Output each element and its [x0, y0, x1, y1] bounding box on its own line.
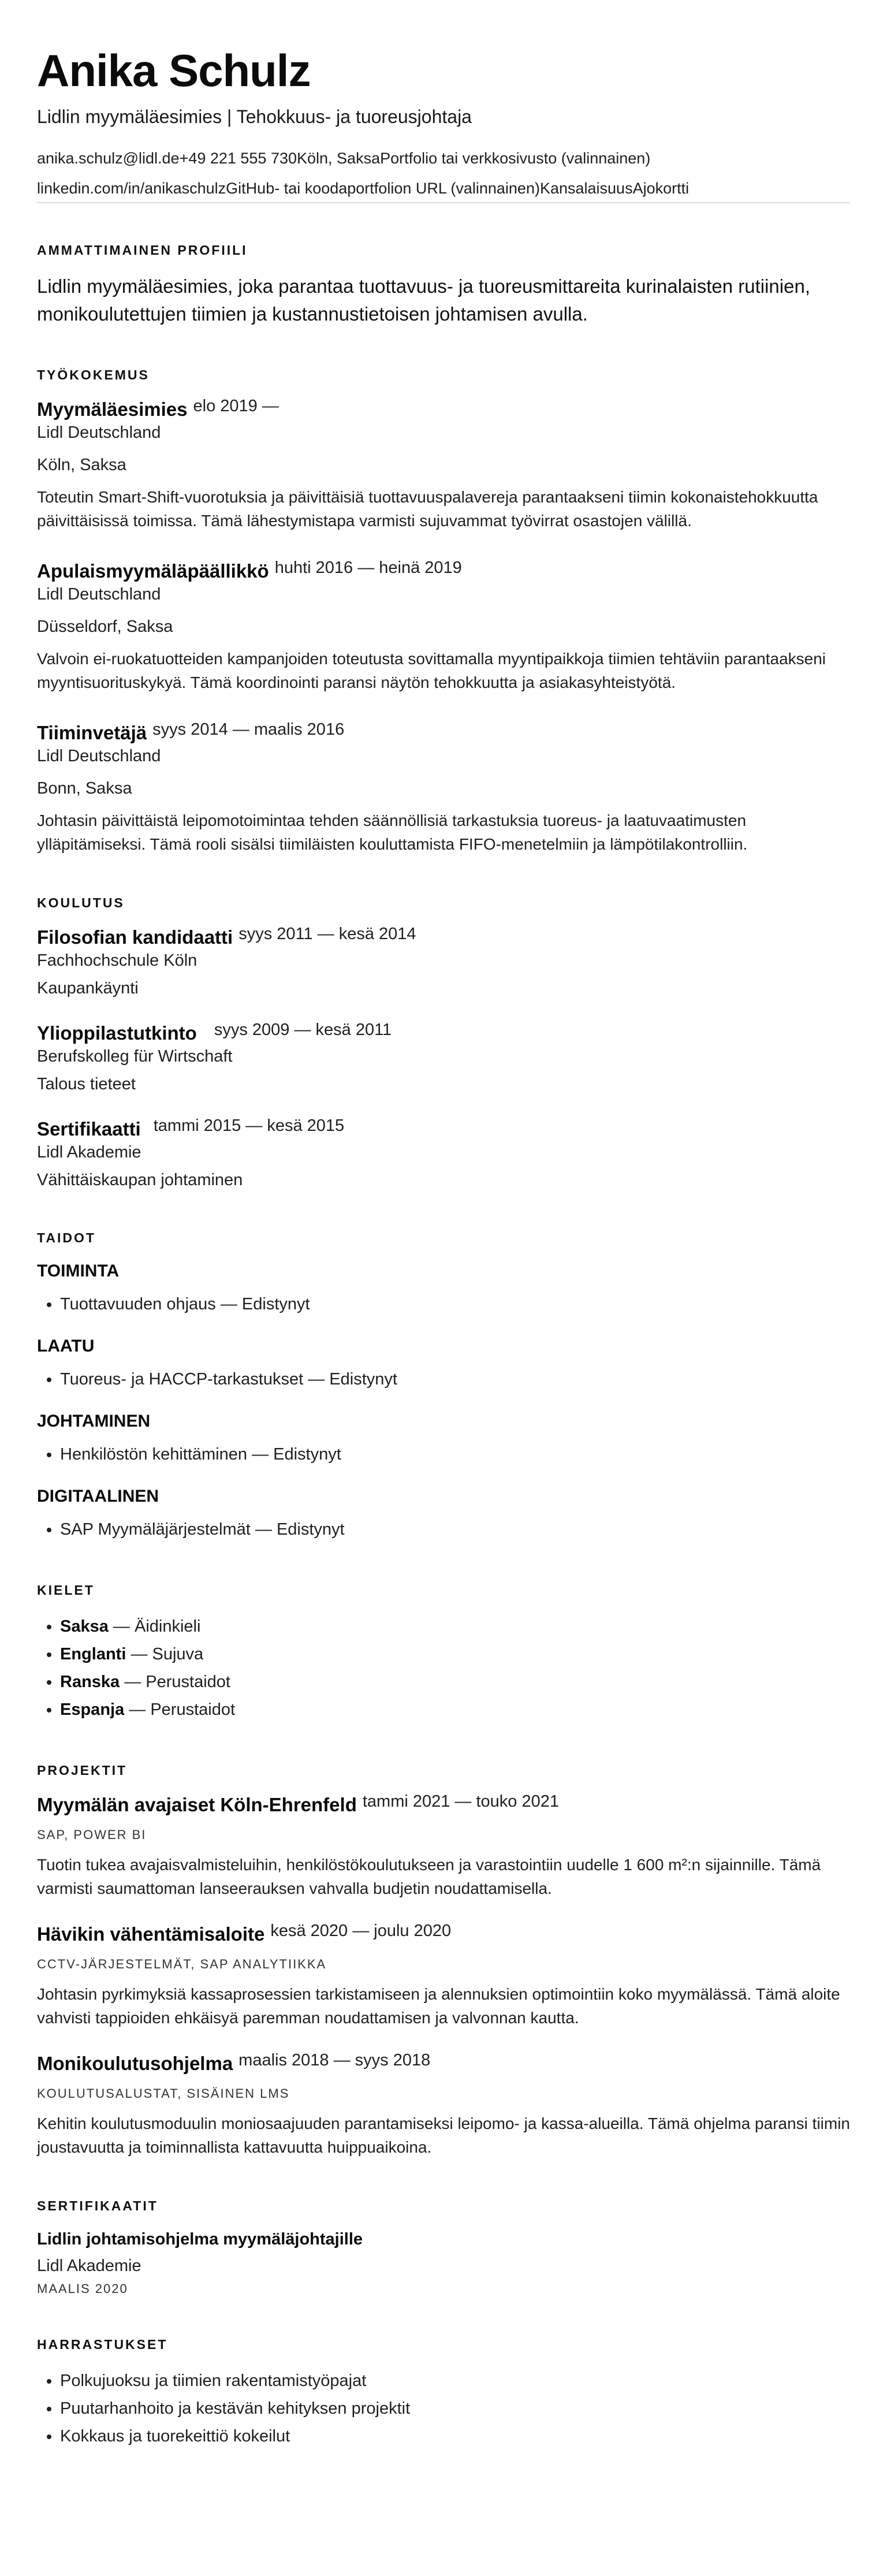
education-section [37, 894, 850, 1191]
degree-title: Sertifikaatti [37, 1118, 141, 1140]
profile-section [37, 241, 850, 328]
entry-heading [37, 721, 850, 745]
education-entry [37, 1117, 850, 1191]
hobby-item: • Kokkaus ja tuorekeittiö kokeilut [60, 2422, 850, 2450]
entry-heading [37, 397, 850, 422]
study-field: Vähittäiskaupan johtaminen [37, 1171, 243, 1189]
job-description: Johtasin päivittäistä leipomotoimintaa tehden säännöllisiä tarkastuksia tuoreus- ja laatuvaatimusten ylläpitämiseksi. Tämä rooli sisälsi tiimiläisten kouluttamista FIFO-menetelmiin ja lämpötilakontrolliin. [37, 811, 748, 853]
section-title: SERTIFIKAATIT [37, 2198, 158, 2213]
job-dates: huhti 2016 — heinä 2019 [274, 559, 462, 577]
contact-line-primary [37, 147, 850, 170]
contact-github[interactable]: GitHub- tai koodaportfolion URL (valinnainen) [226, 180, 540, 197]
experience-entry [37, 721, 850, 856]
project-name: Myymälän avajaiset Köln-Ehrenfeld [37, 1794, 357, 1815]
hobby-item: • Polkujuoksu ja tiimien rakentamistyöpajat [60, 2367, 850, 2395]
skill-item: • Tuottavuuden ohjaus — Edistynyt [60, 1290, 850, 1318]
education-entry [37, 1021, 850, 1095]
project-entry [37, 1793, 850, 1900]
skill-category: DIGITAALINEN [37, 1487, 159, 1506]
contact-linkedin[interactable]: linkedin.com/in/anikaschulz [37, 180, 226, 197]
language-item [60, 1613, 850, 1640]
study-field: Talous tieteet [37, 1075, 136, 1093]
contact-license: Ajokortti [632, 180, 690, 197]
degree-title: Filosofian kandidaatti [37, 926, 233, 948]
entry-heading [37, 1922, 850, 1946]
language-name: Ranska [60, 1673, 120, 1691]
contact-nationality: Kansalaisuus [539, 180, 633, 197]
experience-entry [37, 397, 850, 533]
job-dates: syys 2014 — maalis 2016 [152, 720, 345, 739]
job-location: Bonn, Saksa [37, 779, 132, 798]
language-name: Espanja [60, 1700, 125, 1719]
job-description: Valvoin ei-ruokatuotteiden kampanjoiden toteutusta sovittamalla myyntipaikkoja tiimien tehtäviin parantaakseni myyntisuorituskykyä. Tämä koordinointi paransi näytön tehokkuutta ja asiakasyhteistyötä. [37, 650, 826, 691]
skill-list [37, 1440, 850, 1468]
project-dates: maalis 2018 — syys 2018 [238, 2051, 431, 2069]
entry-heading [37, 1793, 850, 1817]
skill-category: LAATU [37, 1337, 95, 1356]
resume-header [37, 44, 850, 203]
company-name: Lidl Deutschland [37, 585, 161, 604]
skill-list [37, 1290, 850, 1318]
entry-heading [37, 1021, 850, 1045]
experience-section [37, 366, 850, 856]
language-level: — Sujuva [126, 1645, 204, 1663]
project-description: Tuotin tukea avajaisvalmisteluihin, henkilöstökoulutukseen ja varastointiin uudelle 1 600 m²:n sijainnille. Tämä varmisti saumattoman lanseerauksen vahvalla budjetin noudattamisella. [37, 1856, 821, 1897]
skill-item: • SAP Myymäläjärjestelmät — Edistynyt [60, 1516, 850, 1543]
language-level: — Perustaidot [120, 1673, 230, 1691]
section-title: TYÖKOKEMUS [37, 367, 150, 382]
language-level: — Äidinkieli [108, 1617, 201, 1636]
degree-dates: syys 2011 — kesä 2014 [238, 925, 416, 943]
job-location: Köln, Saksa [37, 456, 126, 474]
skill-list [37, 1516, 850, 1543]
projects-section [37, 1762, 850, 2159]
entry-heading [37, 1117, 850, 1141]
project-dates: kesä 2020 — joulu 2020 [270, 1922, 452, 1940]
project-tags: SAP, POWER BI [37, 1827, 147, 1842]
language-item [60, 1696, 850, 1723]
section-title: HARRASTUKSET [37, 2337, 168, 2352]
job-title: Tiiminvetäjä [37, 722, 147, 743]
language-name: Englanti [60, 1645, 126, 1663]
skill-group [37, 1410, 850, 1468]
language-name: Saksa [60, 1617, 109, 1636]
skill-list [37, 1365, 850, 1393]
school-name: Berufskolleg für Wirtschaft [37, 1047, 233, 1066]
language-item [60, 1668, 850, 1696]
school-name: Lidl Akademie [37, 1143, 141, 1162]
language-item [60, 1640, 850, 1668]
contact-location: Köln, Saksa [297, 150, 381, 167]
contact-line-secondary [37, 177, 850, 200]
skill-category: TOIMINTA [37, 1261, 120, 1280]
language-level: — Perustaidot [124, 1700, 236, 1719]
study-field: Kaupankäynti [37, 979, 139, 997]
project-description: Kehitin koulutusmoduulin moniosaajuuden parantamiseksi leipomo- ja kassa-alueilla. Tämä ohjelma paransi tiimin joustavuutta ja toiminnallista kattavuutta huippuaikoina. [37, 2115, 850, 2156]
hobby-item: • Puutarhanhoito ja kestävän kehityksen projektit [60, 2395, 850, 2422]
certification-date: MAALIS 2020 [37, 2281, 128, 2296]
certification-issuer: Lidl Akademie [37, 2257, 141, 2275]
job-dates: elo 2019 — [193, 397, 279, 415]
skill-item: • Henkilöstön kehittäminen — Edistynyt [60, 1440, 850, 1468]
hobby-list [37, 2367, 850, 2450]
contact-phone[interactable]: +49 221 555 730 [179, 150, 297, 167]
entry-heading [37, 2052, 850, 2076]
section-title: AMMATTIMAINEN PROFIILI [37, 243, 248, 258]
certifications-section [37, 2197, 850, 2298]
section-title: PROJEKTIT [37, 1763, 128, 1778]
entry-heading [37, 559, 850, 583]
project-dates: tammi 2021 — touko 2021 [362, 1792, 560, 1811]
candidate-headline: Lidlin myymäläesimies | Tehokkuus- ja tuoreusjohtaja [37, 106, 472, 127]
project-entry [37, 2052, 850, 2159]
project-name: Monikoulutusohjelma [37, 2053, 233, 2074]
job-title: Myymäläesimies [37, 399, 188, 420]
skill-group [37, 1260, 850, 1318]
education-entry [37, 925, 850, 999]
contact-email[interactable]: anika.schulz@lidl.de [37, 150, 180, 167]
project-tags: CCTV-JÄRJESTELMÄT, SAP ANALYTIIKKA [37, 1957, 327, 1971]
section-title: KOULUTUS [37, 895, 125, 910]
job-location: Düsseldorf, Saksa [37, 617, 173, 636]
skill-group [37, 1335, 850, 1393]
degree-title: Ylioppilastutkinto [37, 1022, 197, 1044]
experience-entry [37, 559, 850, 694]
skill-category: JOHTAMINEN [37, 1412, 151, 1431]
header-divider [37, 202, 850, 203]
job-description: Toteutin Smart-Shift-vuorotuksia ja päivittäisiä tuottavuuspalavereja parantaakseni tiimin kokonaistehokkuutta päivittäisissä toimissa. Tämä lähestymistapa varmisti sujuvammat työvirrat osastojen välillä. [37, 488, 818, 530]
job-title: Apulaismyymäläpäällikkö [37, 560, 269, 582]
degree-dates: syys 2009 — kesä 2011 [214, 1021, 392, 1039]
company-name: Lidl Deutschland [37, 747, 161, 765]
project-description: Johtasin pyrkimyksiä kassaprosessien tarkistamiseen ja alennuksien optimointiin koko myymälässä. Tämä aloite vahvisti tappioiden ehkäisyä paremman noudattamisen ja valvonnan kautta. [37, 1985, 840, 2027]
language-list [37, 1613, 850, 1723]
contact-portfolio[interactable]: Portfolio tai verkkosivusto (valinnainen) [380, 150, 651, 167]
company-name: Lidl Deutschland [37, 423, 161, 442]
entry-heading [37, 925, 850, 950]
languages-section [37, 1581, 850, 1723]
skills-section [37, 1229, 850, 1543]
project-entry [37, 1922, 850, 2030]
candidate-name: Anika Schulz [37, 45, 311, 96]
section-title: TAIDOT [37, 1230, 96, 1245]
project-tags: KOULUTUSALUSTAT, SISÄINEN LMS [37, 2086, 290, 2101]
hobbies-section [37, 2336, 850, 2450]
school-name: Fachhochschule Köln [37, 951, 197, 970]
skill-group [37, 1486, 850, 1543]
certification-name: Lidlin johtamisohjelma myymäläjohtajille [37, 2230, 363, 2249]
degree-dates: tammi 2015 — kesä 2015 [153, 1116, 345, 1135]
section-title: KIELET [37, 1583, 95, 1598]
project-name: Hävikin vähentämisaloite [37, 1923, 265, 1945]
skill-item: • Tuoreus- ja HACCP-tarkastukset — Edistynyt [60, 1365, 850, 1393]
profile-summary: Lidlin myymäläesimies, joka parantaa tuottavuus- ja tuoreusmittareita kurinalaisten rutiinien, monikoulutettujen tiimien ja kustannustietoisen johtamisen avulla. [37, 276, 810, 325]
